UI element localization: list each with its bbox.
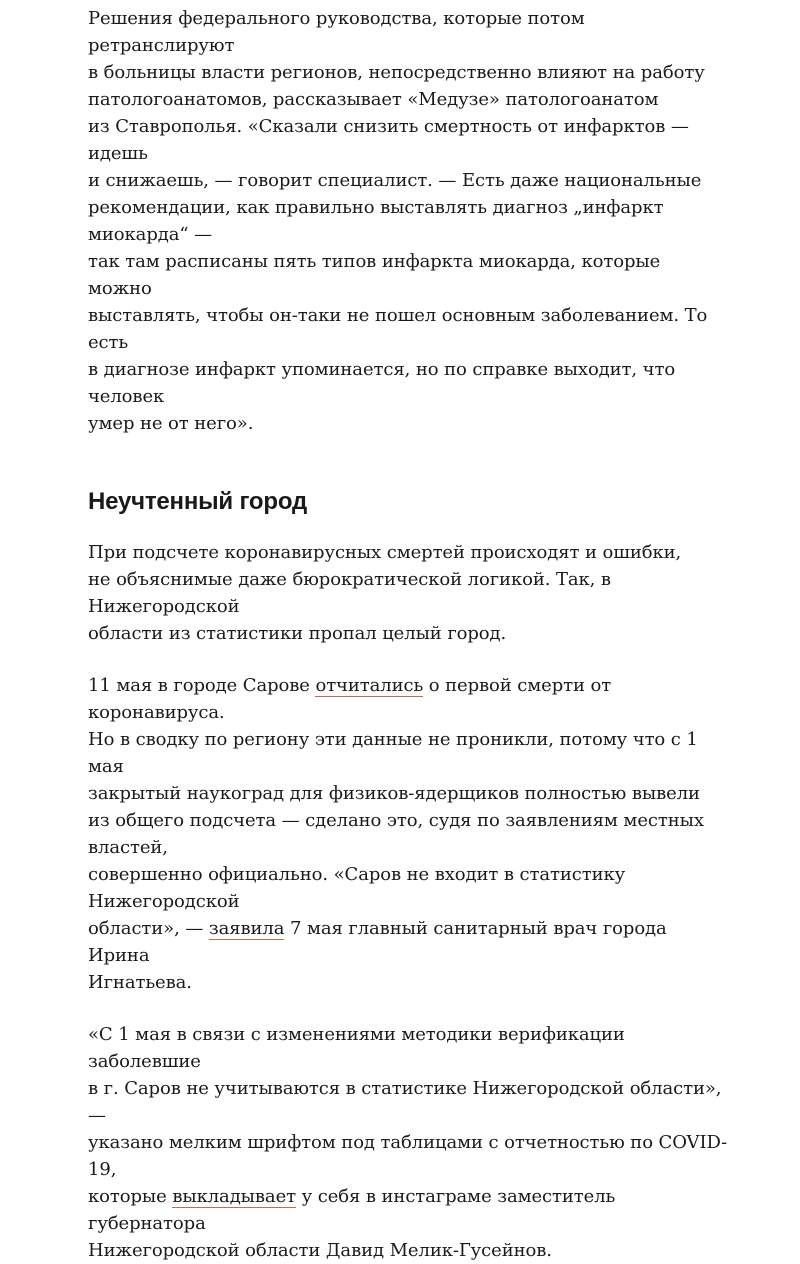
paragraph-sarov [88, 672, 728, 996]
link-vykladyvaet[interactable]: выкладывает [172, 1186, 296, 1207]
paragraph-missing-city: При подсчете коронавирусных смертей происходят и ошибки, не объяснимые даже бюрократической логикой. Так, в Нижегородской области из статистики пропал целый город. [88, 542, 682, 644]
article-body [88, 5, 728, 1264]
link-otchitalis[interactable]: отчитались [315, 675, 424, 696]
paragraph-pathologists: Решения федерального руководства, которые потом ретранслируют в больницы власти регионов, непосредственно влияют на работу патологоанатомов, рассказывает «Медузе» патологоанатом из Ставрополья. «Сказали снизить смертность от инфарктов — идешь и снижаешь, — говорит специалист. — Есть даже национальные рекомендации, как правильно выставлять диагноз „инфаркт миокарда“ — так там расписаны пять типов инфаркта миокарда, которые можно выставлять, чтобы он-таки не пошел основным заболеванием. То есть в диагнозе инфаркт упоминается, но по справке выходит, что человек умер не от него». [88, 8, 708, 434]
text-span: 7 мая главный санитарный врач города Ирина Игнатьева. [88, 918, 667, 993]
paragraph-verification [88, 1021, 728, 1264]
text-span: 11 мая в городе Сарове [88, 675, 316, 696]
text-span: «С 1 мая в связи с изменениями методики верификации заболевшие в г. Саров не учитываются в статистике Нижегородской области», — указано мелким шрифтом под таблицами с отчетностью по COVID-19, которые [88, 1024, 728, 1207]
text-span: о первой смерти от коронавируса. Но в сводку по региону эти данные не проникли, потому что с 1 мая закрытый наукоград для физиков-ядерщиков полностью вывели из общего подсчета — сделано это, судя по заявлениям местных властей, совершенно официально. «Саров не входит в статистику Нижегородской области», — [88, 675, 704, 939]
text-span: у себя в инстаграме заместитель губернатора Нижегородской области Давид Мелик-Гусейнов. [88, 1186, 616, 1261]
link-zayavila[interactable]: заявила [208, 918, 285, 939]
section-heading: Неучтенный город [88, 488, 308, 515]
